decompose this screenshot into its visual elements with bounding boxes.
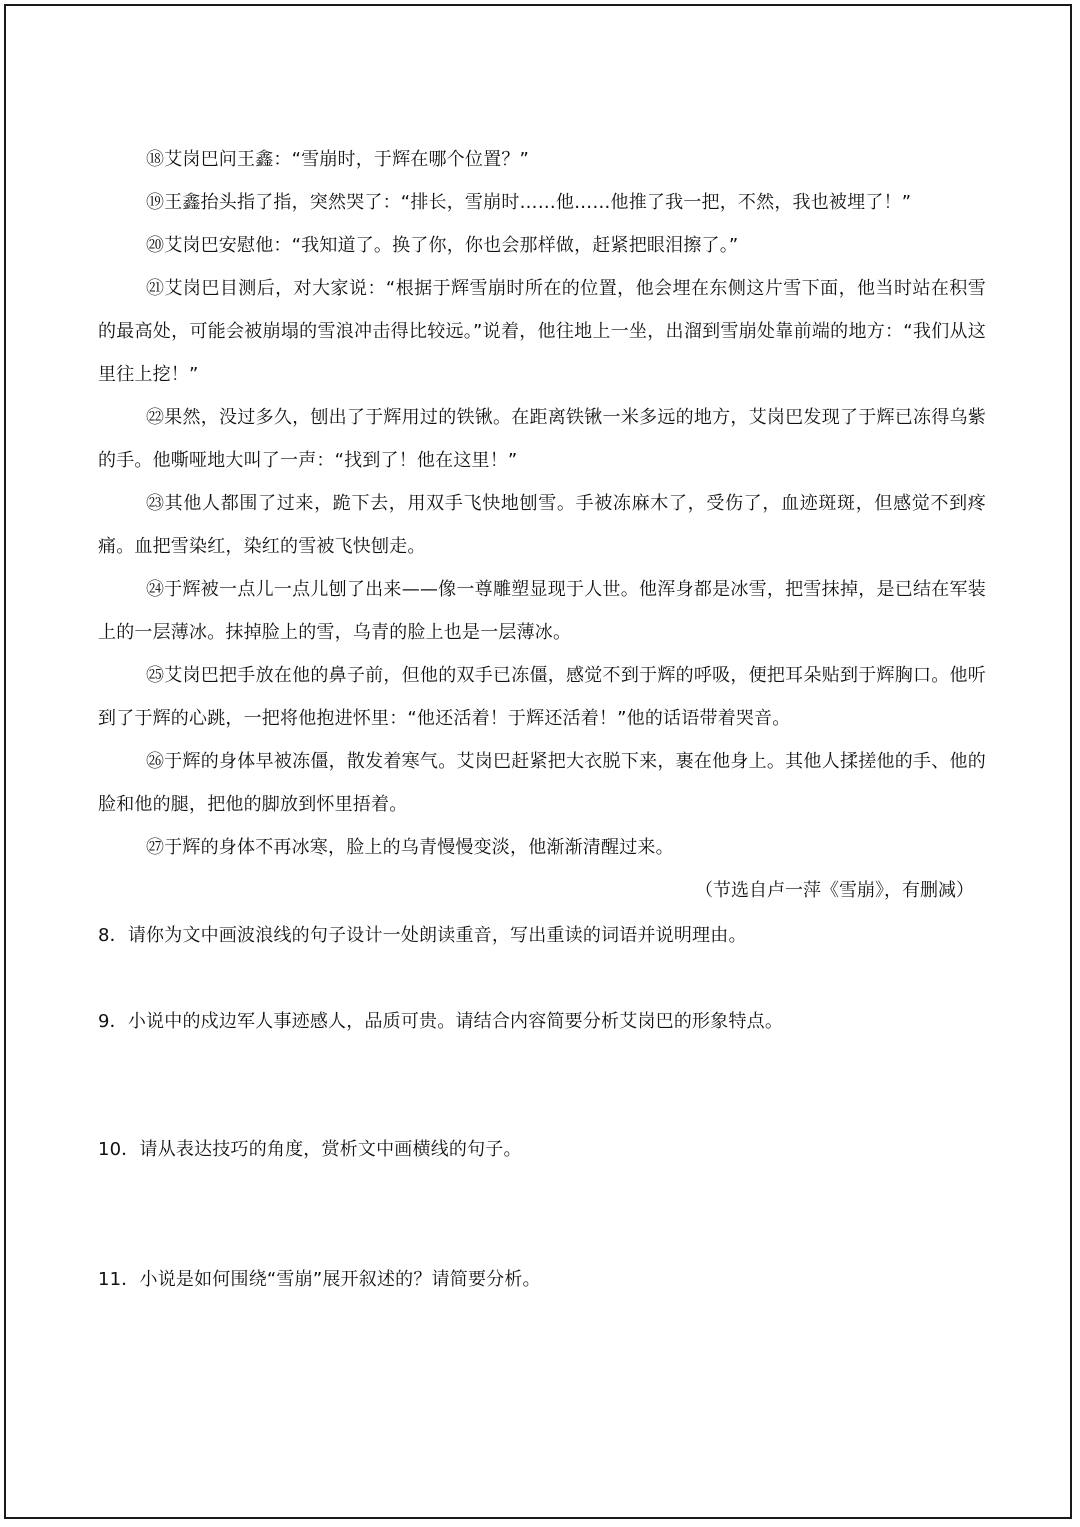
- question-10: 10．请从表达技巧的角度，赏析文中画横线的句子。: [98, 1139, 522, 1160]
- paragraph-25: ㉕艾岗巴把手放在他的鼻子前，但他的双手已冻僵，感觉不到于辉的呼吸，便把耳朵贴到于辉胸口。他听到了于辉的心跳，一把将他抱进怀里：“他还活着！于辉还活着！”他的话语带着哭音。: [98, 665, 986, 729]
- paragraph-21: ㉑艾岗巴目测后，对大家说：“根据于辉雪崩时所在的位置，他会埋在东侧这片雪下面，他当时站在积雪的最高处，可能会被崩塌的雪浪冲击得比较远。”说着，他往地上一坐，出溜到雪崩处靠前端的地方：“我们从这里往上挖！”: [98, 278, 986, 385]
- paragraph-20: ⑳艾岗巴安慰他：“我知道了。换了你，你也会那样做，赶紧把眼泪擦了。”: [146, 235, 739, 256]
- paragraph-24: ㉔于辉被一点儿一点儿刨了出来——像一尊雕塑显现于人世。他浑身都是冰雪，把雪抹掉，是已结在军装上的一层薄冰。抹掉脸上的雪，乌青的脸上也是一层薄冰。: [98, 579, 986, 643]
- paragraph-19: ⑲王鑫抬头指了指，突然哭了：“排长，雪崩时……他……他推了我一把，不然，我也被埋了！”: [146, 192, 912, 213]
- paragraph-18: ⑱艾岗巴问王鑫：“雪崩时，于辉在哪个位置？”: [146, 149, 530, 170]
- question-9: 9．小说中的戍边军人事迹感人，品质可贵。请结合内容简要分析艾岗巴的形象特点。: [98, 1011, 784, 1032]
- question-8: 8．请你为文中画波浪线的句子设计一处朗读重音，写出重读的词语并说明理由。: [98, 925, 747, 946]
- paragraph-26: ㉖于辉的身体早被冻僵，散发着寒气。艾岗巴赶紧把大衣脱下来，裹在他身上。其他人揉搓他的手、他的脸和他的腿，把他的脚放到怀里捂着。: [98, 751, 986, 815]
- passage: [98, 138, 986, 912]
- paragraph-23: ㉓其他人都围了过来，跪下去，用双手飞快地刨雪。手被冻麻木了，受伤了，血迹斑斑，但感觉不到疼痛。血把雪染红，染红的雪被飞快刨走。: [98, 493, 986, 557]
- source-citation: （节选自卢一萍《雪崩》，有删减）: [695, 880, 974, 901]
- question-11: 11．小说是如何围绕“雪崩”展开叙述的？请简要分析。: [98, 1269, 541, 1290]
- paragraph-27: ㉗于辉的身体不再冰寒，脸上的乌青慢慢变淡，他渐渐清醒过来。: [146, 837, 674, 858]
- paragraph-22: ㉒果然，没过多久，刨出了于辉用过的铁锹。在距离铁锹一米多远的地方，艾岗巴发现了于辉已冻得乌紫的手。他嘶哑地大叫了一声：“找到了！他在这里！”: [98, 407, 986, 471]
